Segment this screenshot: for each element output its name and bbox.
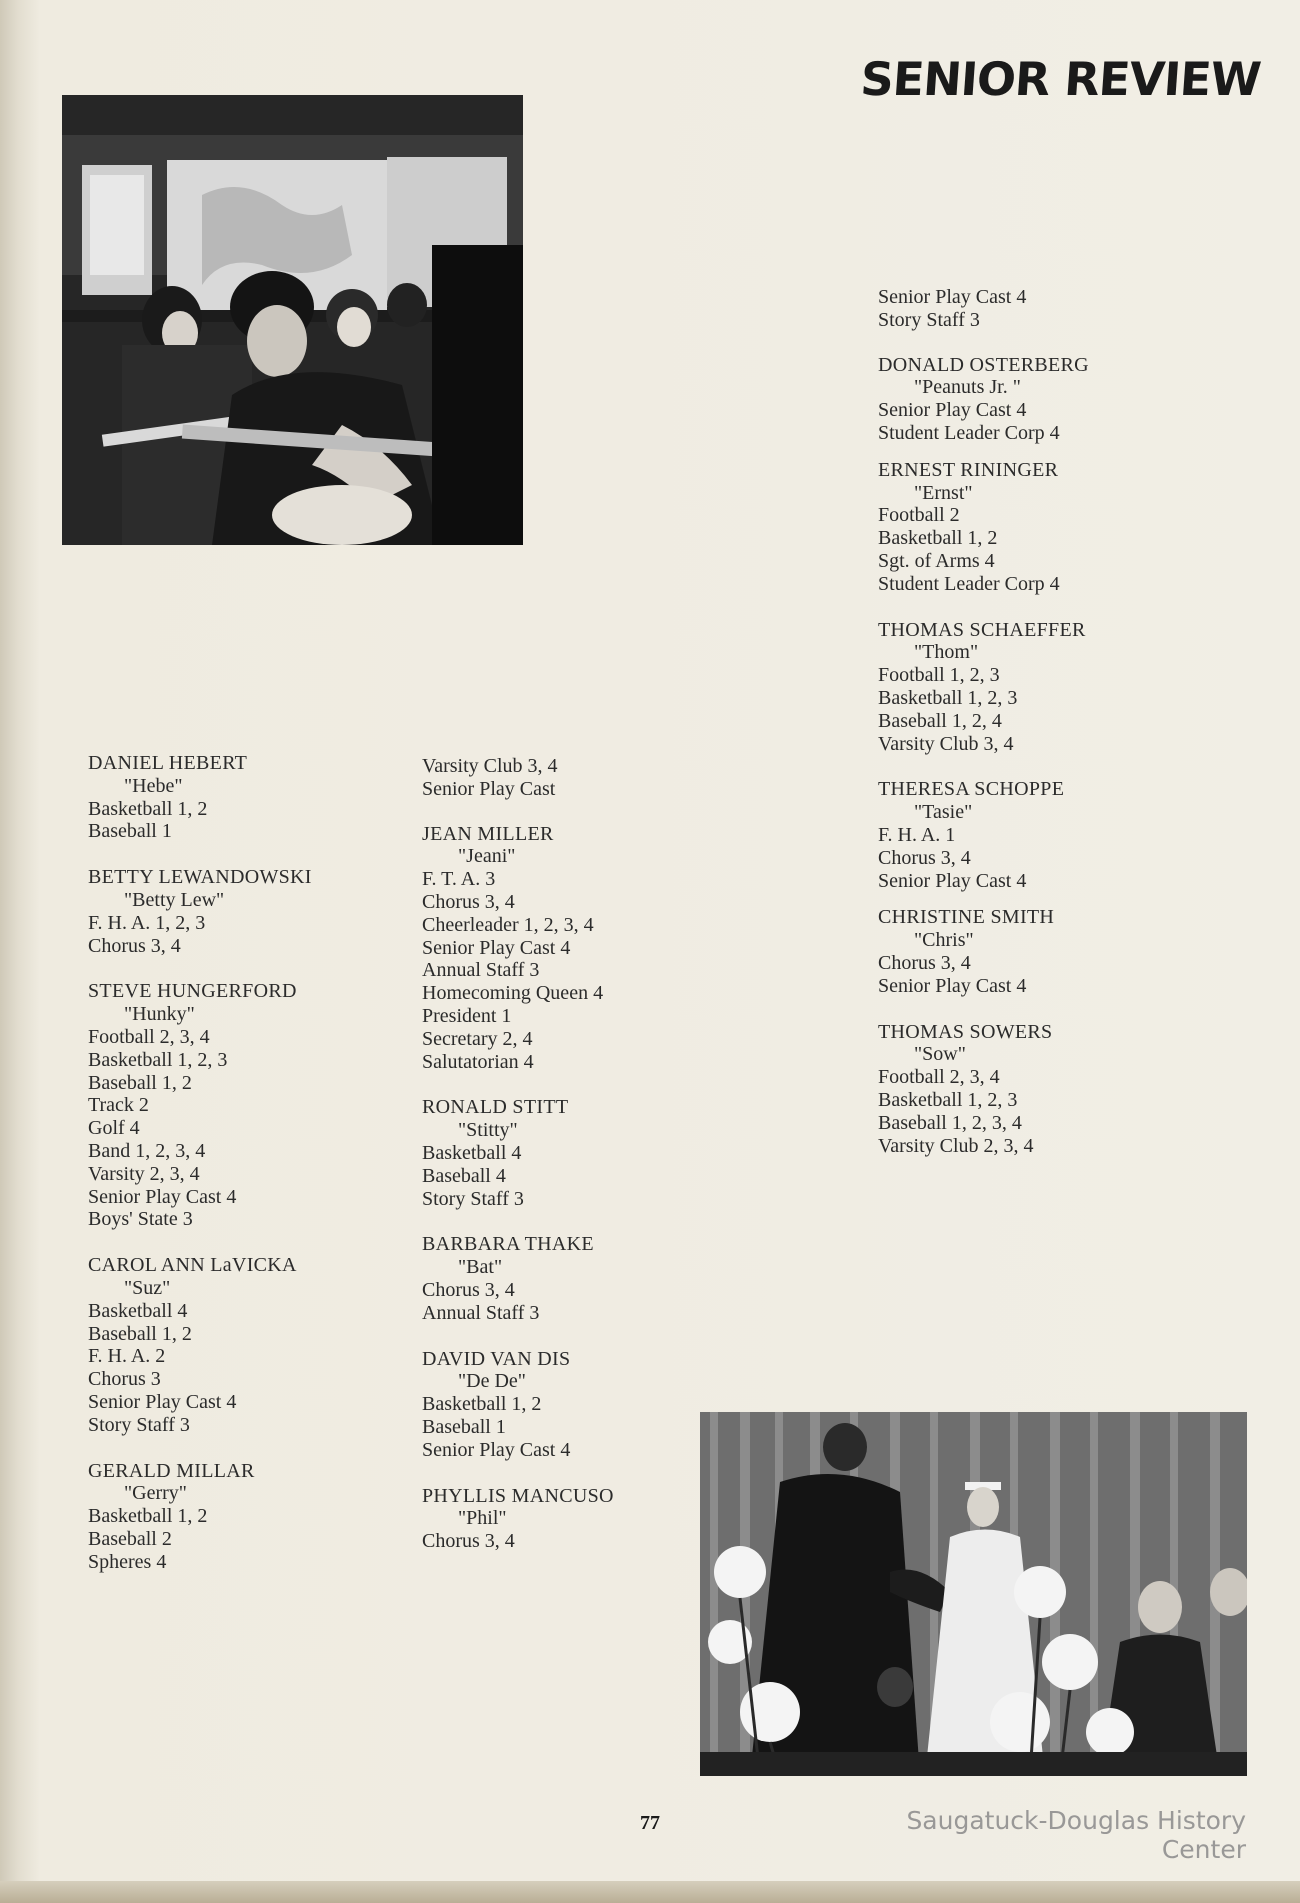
activity: Secretary 2, 4: [422, 1027, 533, 1050]
senior-nickname: "Bat": [458, 1256, 503, 1279]
activity: Senior Play Cast 4: [878, 974, 1027, 997]
activity: Chorus 3, 4: [88, 934, 181, 957]
senior-entry: [878, 619, 1208, 756]
activity: Football 2, 3, 4: [878, 1066, 1000, 1089]
senior-nickname: "Chris": [914, 929, 974, 952]
senior-name: DONALD OSTERBERG: [878, 353, 1089, 376]
senior-nickname: "Hunky": [124, 1003, 195, 1026]
senior-nickname: "Betty Lew": [124, 888, 225, 911]
activity: Chorus 3, 4: [422, 1530, 515, 1553]
activity: Baseball 1, 2, 4: [878, 709, 1002, 732]
activity: Senior Play Cast: [422, 777, 556, 800]
page-title: SENIOR REVIEW: [858, 52, 1263, 106]
senior-entry: [88, 980, 388, 1231]
activity: Basketball 1, 2: [88, 1505, 208, 1528]
activity: Chorus 3, 4: [878, 951, 971, 974]
activity: Golf 4: [88, 1117, 140, 1140]
activity: Baseball 1: [88, 820, 172, 843]
activity: Senior Play Cast 4: [878, 399, 1027, 422]
activity: Story Staff 3: [88, 1413, 190, 1436]
activity: F. H. A. 1, 2, 3: [88, 911, 206, 934]
activity: Senior Play Cast 4: [422, 936, 571, 959]
activity: Student Leader Corp 4: [878, 572, 1060, 595]
senior-nickname: "Phil": [458, 1507, 507, 1530]
activity: Chorus 3, 4: [878, 846, 971, 869]
senior-entry: [878, 778, 1208, 892]
senior-name: THERESA SCHOPPE: [878, 778, 1065, 801]
activity: Football 2, 3, 4: [88, 1025, 210, 1048]
senior-nickname: "Tasie": [914, 801, 973, 824]
senior-nickname: "Hebe": [124, 774, 183, 797]
senior-entry: [422, 1348, 712, 1462]
senior-nickname: "Peanuts Jr. ": [914, 376, 1021, 399]
activity: Basketball 1, 2: [878, 527, 998, 550]
activity: Boys' State 3: [88, 1208, 193, 1231]
activity: Football 2: [878, 504, 960, 527]
activity: Chorus 3: [88, 1368, 161, 1391]
senior-entry: [422, 1096, 712, 1210]
activity: Varsity Club 2, 3, 4: [878, 1134, 1034, 1157]
activity: Story Staff 3: [422, 1187, 524, 1210]
activity: Track 2: [88, 1094, 149, 1117]
senior-entry: [878, 354, 1208, 445]
activity: Homecoming Queen 4: [422, 982, 604, 1005]
activity: Salutatorian 4: [422, 1050, 534, 1073]
activity: Student Leader Corp 4: [878, 421, 1060, 444]
senior-entry: [878, 1021, 1208, 1158]
senior-nickname: "Gerry": [124, 1482, 187, 1505]
activity: Basketball 1, 2, 3: [88, 1048, 228, 1071]
senior-name: ERNEST RININGER: [878, 458, 1059, 481]
activity: Baseball 1, 2: [88, 1322, 192, 1345]
classroom-photo-drawing: [62, 95, 523, 545]
activity: Basketball 1, 2, 3: [878, 1088, 1018, 1111]
watermark: Saugatuck-Douglas History Center: [906, 1806, 1246, 1864]
activity: Annual Staff 3: [422, 1301, 540, 1324]
activity: Varsity 2, 3, 4: [88, 1162, 200, 1185]
continued-activities: [422, 755, 712, 801]
senior-column-2: [422, 755, 712, 1576]
activity: Baseball 1: [422, 1415, 506, 1438]
activity: President 1: [422, 1004, 512, 1027]
activity: F. H. A. 2: [88, 1345, 166, 1368]
senior-name: BARBARA THAKE: [422, 1233, 594, 1256]
activity: Basketball 1, 2, 3: [878, 686, 1018, 709]
activity: Chorus 3, 4: [422, 1278, 515, 1301]
graduation-photo: [700, 1412, 1247, 1776]
senior-entry: [88, 866, 388, 957]
page-number: 77: [640, 1812, 660, 1834]
senior-name: THOMAS SOWERS: [878, 1020, 1053, 1043]
activity: F. T. A. 3: [422, 868, 496, 891]
senior-name: STEVE HUNGERFORD: [88, 980, 297, 1003]
activity: Annual Staff 3: [422, 959, 540, 982]
activity: F. H. A. 1: [878, 823, 956, 846]
activity: Chorus 3, 4: [422, 890, 515, 913]
senior-entry: [422, 1233, 712, 1324]
senior-entry: [88, 752, 388, 843]
graduation-photo-drawing: [700, 1412, 1247, 1776]
activity: Varsity Club 3, 4: [878, 732, 1014, 755]
senior-name: GERALD MILLAR: [88, 1459, 255, 1482]
senior-name: BETTY LEWANDOWSKI: [88, 866, 312, 889]
senior-name: RONALD STITT: [422, 1096, 569, 1119]
activity: Basketball 4: [422, 1141, 522, 1164]
activity: Baseball 4: [422, 1164, 506, 1187]
activity: Baseball 1, 2, 3, 4: [878, 1111, 1022, 1134]
senior-nickname: "Jeani": [458, 845, 516, 868]
activity: Football 1, 2, 3: [878, 664, 1000, 687]
continued-activities: [878, 286, 1208, 332]
senior-name: CAROL ANN LaVICKA: [88, 1254, 297, 1277]
activity: Basketball 4: [88, 1299, 188, 1322]
senior-name: PHYLLIS MANCUSO: [422, 1484, 614, 1507]
activity: Senior Play Cast 4: [878, 869, 1027, 892]
activity: Senior Play Cast 4: [88, 1390, 237, 1413]
senior-name: THOMAS SCHAEFFER: [878, 618, 1086, 641]
activity: Baseball 2: [88, 1527, 172, 1550]
senior-name: DANIEL HEBERT: [88, 752, 248, 774]
activity: Story Staff 3: [878, 308, 980, 331]
senior-name: JEAN MILLER: [422, 822, 554, 845]
activity: Senior Play Cast 4: [88, 1185, 237, 1208]
senior-nickname: "Sow": [914, 1043, 966, 1066]
activity: Baseball 1, 2: [88, 1071, 192, 1094]
senior-entry: [422, 1485, 712, 1553]
senior-name: DAVID VAN DIS: [422, 1347, 571, 1370]
senior-entry: [88, 1460, 388, 1574]
classroom-photo: [62, 95, 523, 545]
activity: Senior Play Cast 4: [422, 1438, 571, 1461]
activity: Band 1, 2, 3, 4: [88, 1139, 206, 1162]
senior-entry: [878, 459, 1208, 596]
senior-entry: [422, 823, 712, 1074]
senior-nickname: "Stitty": [458, 1119, 518, 1142]
senior-column-3: [878, 286, 1208, 1180]
activity: Sgt. of Arms 4: [878, 549, 995, 572]
activity: Varsity Club 3, 4: [422, 755, 558, 777]
senior-entry: [878, 906, 1208, 997]
activity: Senior Play Cast 4: [878, 286, 1027, 308]
senior-column-1: [88, 752, 388, 1597]
senior-entry: [88, 1254, 388, 1436]
senior-nickname: "Ernst": [914, 481, 973, 504]
activity: Cheerleader 1, 2, 3, 4: [422, 913, 594, 936]
senior-nickname: "Suz": [124, 1276, 171, 1299]
activity: Spheres 4: [88, 1550, 167, 1573]
page-edge: [0, 1881, 1300, 1903]
senior-nickname: "Thom": [914, 641, 979, 664]
senior-nickname: "De De": [458, 1370, 526, 1393]
senior-name: CHRISTINE SMITH: [878, 906, 1055, 929]
activity: Basketball 1, 2: [88, 797, 208, 820]
activity: Basketball 1, 2: [422, 1393, 542, 1416]
